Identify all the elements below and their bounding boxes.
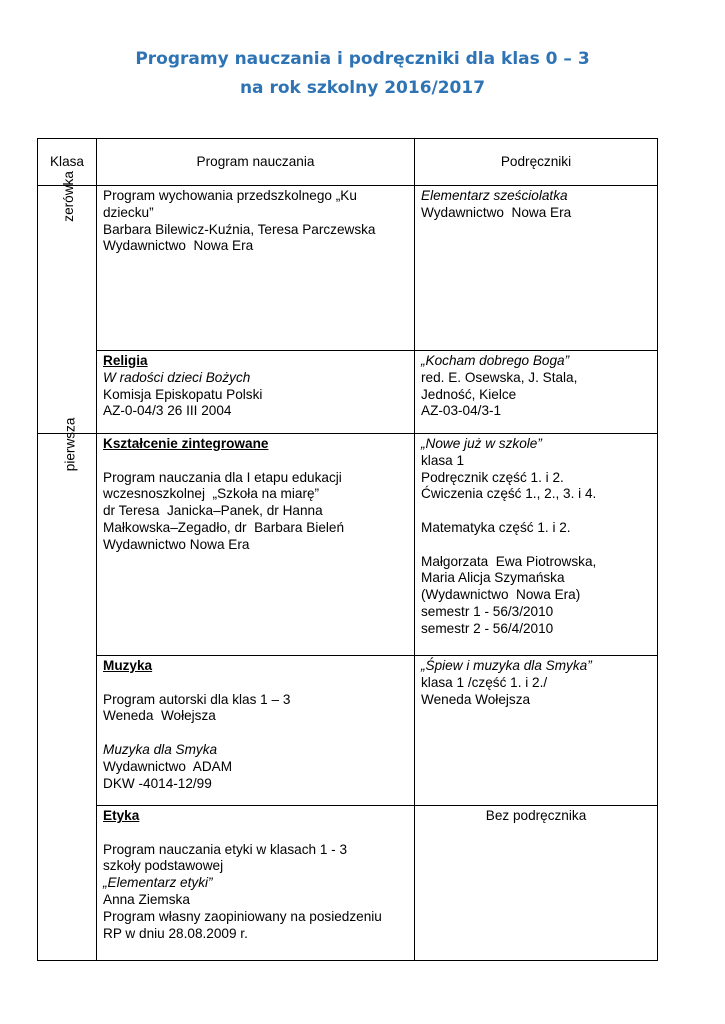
program-cell — [97, 186, 415, 351]
textbook-cell — [415, 434, 658, 656]
program-line — [103, 453, 408, 470]
header-podreczniki: Podręczniki — [415, 139, 658, 186]
program-line: Program nauczania etyki w klasach 1 - 3 — [103, 841, 348, 857]
textbook-line: (Wydawnictwo Nowa Era) — [421, 587, 581, 603]
program-line: RP w dniu 28.08.2009 r. — [103, 925, 248, 941]
program-title: W radości dzieci Bożych — [103, 369, 251, 385]
program-cell — [97, 656, 415, 806]
subject-heading: Muzyka — [103, 658, 153, 673]
textbook-cell — [415, 656, 658, 806]
textbook-line: Maria Alicja Szymańska — [421, 570, 565, 586]
textbook-line: Matematyka część 1. i 2. — [421, 519, 571, 535]
program-line: Wydawnictwo Nowa Era — [103, 238, 254, 254]
program-cell — [97, 351, 415, 434]
program-line: Wydawnictwo Nowa Era — [103, 536, 250, 552]
textbook-line: Podręcznik część 1. i 2. — [421, 469, 564, 485]
program-line: dziecku” — [103, 204, 154, 220]
textbook-title: „Nowe już w szkole” — [421, 436, 542, 451]
program-cell — [97, 806, 415, 961]
program-title: „Elementarz etyki” — [103, 875, 213, 891]
program-line — [103, 675, 408, 692]
textbook-line: semestr 2 - 56/4/2010 — [421, 620, 554, 636]
textbook-line: red. E. Osewska, J. Stala, — [421, 369, 578, 385]
textbook-line: Jedność, Kielce — [421, 386, 517, 402]
program-line: Program wychowania przedszkolnego „Ku — [103, 188, 357, 203]
subject-heading: Etyka — [103, 808, 140, 823]
program-line: AZ-0-04/3 26 III 2004 — [103, 403, 232, 419]
textbook-line: Wydawnictwo Nowa Era — [421, 204, 572, 220]
textbook-line: Ćwiczenia część 1., 2., 3. i 4. — [421, 486, 597, 502]
program-line: szkoły podstawowej — [103, 858, 224, 874]
textbook-cell — [415, 806, 658, 961]
program-line: Program własny zaopiniowany na posiedzeniu — [103, 908, 382, 924]
textbook-title: „Kocham dobrego Boga” — [421, 353, 570, 368]
textbook-title: Elementarz sześciolatka — [421, 188, 568, 203]
document-title-line-2: na rok szkolny 2016/2017 — [239, 78, 486, 98]
header-program: Program nauczania — [97, 139, 415, 186]
textbook-line: AZ-03-04/3-1 — [421, 403, 502, 419]
textbook-line: klasa 1 /część 1. i 2./ — [421, 674, 548, 690]
program-line: Małkowska–Zegadło, dr Barbara Bieleń — [103, 519, 345, 535]
header-klasa: Klasa — [38, 139, 97, 186]
table-row — [38, 434, 658, 656]
program-line — [103, 825, 408, 842]
program-line: dr Teresa Janicka–Panek, dr Hanna — [103, 503, 323, 519]
textbook-line: Małgorzata Ewa Piotrowska, — [421, 553, 597, 569]
textbook-line: semestr 1 - 56/3/2010 — [421, 603, 554, 619]
program-line: wczesnoszkolnej „Szkoła na miarę” — [103, 486, 320, 502]
no-textbook-label: Bez podręcznika — [485, 808, 587, 823]
textbook-line — [421, 503, 651, 520]
program-line — [103, 725, 408, 742]
textbook-line: klasa 1 — [421, 452, 465, 468]
curriculum-table — [37, 138, 658, 961]
program-line: Weneda Wołejsza — [103, 708, 216, 724]
program-cell — [97, 434, 415, 656]
class-label: zerówka — [60, 171, 76, 222]
table-header-row — [38, 139, 658, 186]
program-line: Program autorski dla klas 1 – 3 — [103, 691, 291, 707]
program-line: Program nauczania dla I etapu edukacji — [103, 469, 342, 485]
subject-heading: Religia — [103, 353, 148, 368]
class-cell-zerowka — [38, 171, 97, 434]
document-title-line-1: Programy nauczania i podręczniki dla klas 0 – 3 — [135, 49, 590, 69]
textbook-line: Weneda Wołejsza — [421, 691, 531, 707]
textbook-line — [421, 537, 651, 554]
table-row — [38, 806, 658, 961]
program-line: Anna Ziemska — [103, 891, 190, 907]
class-cell-pierwsza — [38, 417, 97, 961]
subject-heading: Kształcenie zintegrowane — [103, 436, 269, 451]
program-line: DKW -4014-12/99 — [103, 775, 212, 791]
program-line: Barbara Bilewicz-Kuźnia, Teresa Parczewska — [103, 221, 376, 237]
textbook-cell — [415, 186, 658, 351]
table-row — [38, 186, 658, 351]
table-row — [38, 351, 658, 434]
table-row — [38, 656, 658, 806]
program-line: Wydawnictwo ADAM — [103, 758, 233, 774]
program-line: Komisja Episkopatu Polski — [103, 386, 263, 402]
textbook-title: „Śpiew i muzyka dla Smyka” — [421, 658, 592, 673]
textbook-cell — [415, 351, 658, 434]
program-title: Muzyka dla Smyka — [103, 741, 218, 757]
class-label: pierwsza — [62, 417, 78, 472]
